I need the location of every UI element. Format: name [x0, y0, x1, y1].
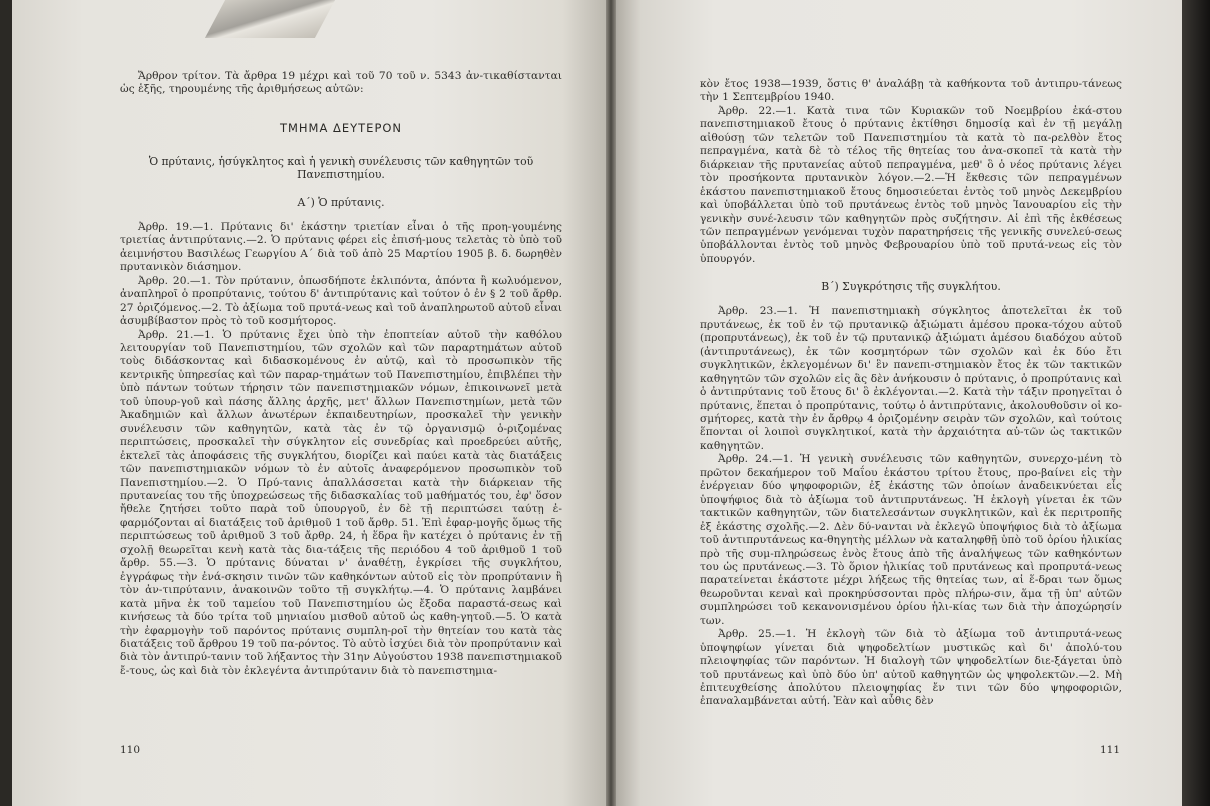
article-21-continuation: κὸν ἔτος 1938—1939, ὅστις θ' ἀναλάβῃ τὰ καθήκοντα τοῦ ἀντιπρυ-τάνεως τὴν 1 Σεπτεμβρίου 1940. — [700, 78, 1122, 104]
article-19: Ἀρθρ. 19.—1. Πρύτανις δι' ἑκάστην τριετίαν εἶναι ὁ τῆς προη-γουμένης τριετίας ἀντιπρύτανις.—2. Ὁ πρύτανις φέρει εἰς ἐπισή-μους τελετὰς τὸ ὑπὸ τοῦ ἀειμνήστου Βασιλέως Γεωργίου Α΄ διὰ τοῦ ἀπὸ 25 Μαρτίου 1905 β. δ. δωρηθὲν πρυτανικὸν διάσημον. — [120, 220, 562, 274]
book-cover-edge-left — [0, 0, 12, 806]
section-title: ΤΜΗΜΑ ΔΕΥΤΕΡΟΝ — [279, 120, 403, 135]
article-23: Ἀρθρ. 23.—1. Ἡ πανεπιστημιακὴ σύγκλητος ἀποτελεῖται ἐκ τοῦ πρυτάνεως, ἐκ τοῦ ἐν τῷ πρυτανικῷ ἀξιώματι ἀμέσου προκα-τόχου αὐτοῦ (προπρυτάνεως), ἐκ τοῦ ἐν τῷ πρυτανικῷ ἀξιώματι ἀμέσου διαδόχου αὐτοῦ (ἀντιπρυτάνεως), ἐκ τῶν κοσμητόρων τῶν σχολῶν καὶ ἐκ δύο ἔτι συγκλητικῶν, ἐκλεγομένων δι' ἓν πανεπι-στημιακὸν ἔτος ἐκ τῶν τακτικῶν καθηγητῶν τῶν σχολῶν εἰς ἃς δὲν ἀνήκουσιν ὁ πρύτανις, ὁ προπρύτανις καὶ ὁ ἀντιπρύτανις τοῦ ἔτους δι' ὃ ἐκλέγονται.—2. Κατὰ τὴν τάξιν προηγεῖται ὁ πρύτανις, ἕπεται ὁ προπρύτανις, τούτῳ ὁ ἀντιπρύτανις, ἀκολουθοῦσιν οἱ κο-σμήτορες, κατὰ τὴν ἐν ἄρθρῳ 4 ὁριζομένην σειρὰν τῶν σχολῶν, καὶ τούτοις ἕπονται οἱ λοιποὶ συγκλητικοί, κατὰ τὴν ἀρχαιότητα αὐ-τῶν ὡς τακτικῶν καθηγητῶν. — [700, 305, 1122, 452]
book-spine — [606, 0, 616, 806]
article-20: Ἀρθρ. 20.—1. Τὸν πρύτανιν, ὁπωσδήποτε ἐκλιπόντα, ἀπόντα ἢ κωλυόμενον, ἀναπληροῖ ὁ προπρύτανις, τούτου δ' ἀντιπρύτανις καὶ τούτον ὁ ἐν § 2 τοῦ ἄρθρ. 27 ὁριζόμενος.—2. Τὸ ἀξίωμα τοῦ πρυτά-νεως καὶ τοῦ ἀναπληρωτοῦ αὐτοῦ εἶναι ἀσυμβίβαστον πρὸς τὸ τοῦ κοσμήτορος. — [120, 274, 562, 328]
page-number-right: 111 — [1099, 744, 1120, 756]
article-22: Ἀρθρ. 22.—1. Κατὰ τινα τῶν Κυριακῶν τοῦ Νοεμβρίου ἑκά-στου πανεπιστημιακοῦ ἔτους ὁ πρύτανις ἐκτίθησι δημοσίᾳ καὶ ἐν τῇ μεγάλῃ αἰθούσῃ τῶν τελετῶν τοῦ Πανεπιστημίου τὰ κατὰ τὸ πα-ρελθὸν ἔτος πεπραγμένα, κατὰ δὲ τὸ τέλος τῆς θητείας του ἀνα-σκοπεῖ τὰ κατὰ τὴν διάρκειαν τῆς πρυτανείας αὐτοῦ πεπραγμένα, μεθ' ὃ ὁ νέος πρύτανις λέγει τὸν προσήκοντα πρυτανικὸν λόγον.—2.—Ἡ ἔκθεσις τῶν πεπραγμένων ἑκάστου πανεπιστημιακοῦ ἔτους δημοσιεύεται ἐντὸς τοῦ μηνὸς Δεκεμβρίου καὶ ὑποβάλλεται ὑπὸ τοῦ πρυτάνεως ἐντὸς τοῦ μηνὸς Ἰανουαρίου εἰς τὴν γενικὴν συνέ-λευσιν τῶν καθηγητῶν πρὸς συζήτησιν. Αἱ ἐπὶ τῆς ἐκθέσεως τῶν πεπραγμένων γενόμεναι τυχὸν παρατηρήσεις τῆς γενικῆς συνελεύ-σεως ὑποβάλλονται ἐντὸς τοῦ μηνὸς Φεβρουαρίου ὑπὸ τοῦ πρυτά-νεως εἰς τὸν ὑπουργόν. — [700, 104, 1122, 265]
page-number-left: 110 — [120, 744, 141, 756]
right-page — [612, 0, 1182, 806]
section-subtitle: Ὁ πρύτανις, ἡσύγκλητος καὶ ἡ γενικὴ συνέλευσις τῶν καθηγητῶν τοῦ Πανεπιστημίου. — [148, 154, 534, 182]
sub-heading-synklitos: Β΄) Συγκρότησις τῆς συγκλήτου. — [821, 280, 1001, 294]
article-25: Ἀρθρ. 25.—1. Ἡ ἐκλογὴ τῶν διὰ τὸ ἀξίωμα τοῦ ἀντιπρυτά-νεως ὑποψηφίων γίνεται διὰ ψηφοδελτίων μυστικῶς καὶ δι' ἀπολύ-του πλειοψηφίας τῶν παρόντων. Ἡ διαλογὴ τῶν ψηφοδελτίων διε-ξάγεται ὑπὸ τοῦ πρυτάνεως καὶ ὑπὸ δύο ὑπ' αὐτοῦ καθηγητῶν ὡς ψηφολεκτῶν.—2. Μὴ ἐπιτευχθείσης ἀπολύτου πλειοψηφίας ἔν τινι τῶν δύο ψηφοφοριῶν, ἐπαναλαμβάνεται αὐτή. Ἐὰν καὶ αὖθις δὲν — [700, 628, 1122, 708]
article-21: Ἀρθρ. 21.—1. Ὁ πρύτανις ἔχει ὑπὸ τὴν ἐποπτείαν αὐτοῦ τὴν καθόλου λειτουργίαν τοῦ Πανεπιστημίου, τῶν σχολῶν καὶ τῶν παραρτημάτων αὐτοῦ τοὺς διδάσκοντας καὶ διδασκομένους ἐν αὐτῷ, καὶ τὸ προσωπικὸν τῆς κεντρικῆς ὑπηρεσίας καὶ τῶν παραρ-τημάτων τοῦ Πανεπιστημίου, ἐπιβλέπει τὴν ὑπὸ πάντων τούτων τήρησιν τῶν πανεπιστημιακῶν νόμων, ἐπικοινωνεῖ μετὰ τοῦ ὑπουρ-γοῦ καὶ πάσης ἄλλης ἀρχῆς, μετ' ἄλλων Πανεπιστημίων, μετὰ τῶν Ἀκαδημιῶν καὶ ἄλλων ἀνωτέρων ἐκπαιδευτηρίων, προσκαλεῖ τὴν γενικὴν συνέλευσιν τῶν καθηγητῶν, κατὰ τὰς ἐν τῷ ὀργανισμῷ ὁ-ριζομένας περιπτώσεις, προσκαλεῖ τὴν σύγκλητον εἰς συνεδρίας καὶ προεδρεύει αὐτῆς, ἐκτελεῖ τὰς ἀποφάσεις τῆς συγκλήτου, διορίζει καὶ παύει κατὰ τὰς διατάξεις τῶν πανεπιστημιακῶν νόμων τὸ ἐν αὐτοῖς ἀναφερόμενον προσωπικὸν τοῦ Πανεπιστημίου.—2. Ὁ Πρύ-τανις ἀπαλλάσσεται κατὰ τὴν διάρκειαν τῆς πρυτανείας του τῆς ὑποχρεώσεως τῆς διδασκαλίας τοῦ μαθήματός του, ἐφ' ὅσον ἤθελε ζητήσει τοῦτο παρὰ τοῦ ὑπουργοῦ, ἐν δὲ τῇ περιπτώσει ταύτῃ ἐ-φαρμόζονται αἱ διατάξεις τοῦ ἀριθμοῦ 1 τοῦ ἄρθρ. 51. Ἐπὶ ἐφαρ-μογῆς ὅμως τῆς περιπτώσεως τοῦ ἀριθμοῦ 3 τοῦ ἄρθρ. 24, ἡ ἕδρα ἣν κατέχει ὁ πρύτανις ἐν τῇ σχολῇ θεωρεῖται κενὴ κατὰ τὰς δια-τάξεις τῆς περιόδου 4 τοῦ ἀριθμοῦ 1 τοῦ ἄρθρ. 55.—3. Ὁ πρύτανις δύναται ν' ἀναθέτῃ, ἐγκρίσει τῆς συγκλήτου, ἐγγράφως τὴν ἐνά-σκησιν τινῶν τῶν καθηκόντων αὐτοῦ εἰς τὸν προπρύτανιν ἢ τὸν ἀν-τιπρύτανιν, ἀνακοινῶν τοῦτο τῇ συγκλήτῳ.—4. Ὁ πρύτανις λαμβάνει κατὰ μῆνα ἐκ τοῦ ταμείου τοῦ Πανεπιστημίου ὡς ἔξοδα παραστά-σεως καὶ κινήσεως τὰ δύο τρίτα τοῦ μηνιαίου μισθοῦ αὐτοῦ ὡς καθη-γητοῦ.—5. Ὁ κατὰ τὴν ἐφαρμογὴν τοῦ παρόντος πρύτανις συμπλη-ροῖ τὴν θητείαν του κατὰ τὰς διατάξεις τοῦ ἄρθρου 19 τοῦ πα-ρόντος. Τὸ αὐτὸ ἰσχύει διὰ τὸν προπρύτανιν καὶ διὰ τὸν ἀντιπρύ-τανιν τοῦ λήξαντος τὴν 31ην Αὐγούστου 1938 πανεπιστημιακοῦ ἔ-τους, ὡς καὶ διὰ τὸν ἐκλεγέντα ἀντιπρύτανιν διὰ τὸ πανεπιστημια- — [120, 328, 562, 677]
sub-heading-prytanis: Α΄) Ὁ πρύτανις. — [297, 195, 385, 209]
article-24: Ἀρθρ. 24.—1. Ἡ γενικὴ συνέλευσις τῶν καθηγητῶν, συνερχο-μένη τὸ πρῶτον δεκαήμερον τοῦ Μαΐου ἑκάστου τρίτου ἔτους, προ-βαίνει εἰς τὴν ἐνέργειαν δύο ψηφοφοριῶν, ἐξ ἑκάστης τῶν ὁποίων ἀναδεικνύεται εἷς ὑποψήφιος διὰ τὸ ἀξίωμα τοῦ ἀντιπρυτάνεως. Ἡ ἐκλογὴ γίνεται ἐκ τῶν τακτικῶν καθηγητῶν, τῶν διατελεσάντων συγκλητικῶν, καὶ ἐκ περιτροπῆς ἐξ ἑκάστης σχολῆς.—2. Δὲν δύ-νανται νὰ ἐκλεγῶ ὑποψήφιος διὰ τὸ ἀξίωμα τοῦ ἀντιπρυτάνεως κα-θηγητὴς μέλλων νὰ καταληφθῇ ὑπὸ τοῦ ὁρίου ἡλικίας πρὸ τῆς συμ-πληρώσεως ἑνὸς ἔτους ἀπὸ τῆς ἀναλήψεως τῶν καθηκόντων του ὡς πρυτάνεως.—3. Τὸ ὅριον ἡλικίας τοῦ πρυτάνεως καὶ προπρυτά-νεως παρατείνεται ἑκάστοτε μέχρι λήξεως τῆς θητείας των, αἱ ἕ-δραι των ὅμως θεωροῦνται κεναὶ καὶ προκηρύσσονται πρὸς πλήρω-σιν, ἅμα τῇ ὑπ' αὐτῶν συμπληρώσει τοῦ κεκανονισμένου ὁρίου ἡλι-κίας των διὰ τὴν ἀποχώρησίν των. — [700, 453, 1122, 627]
book-cover-edge-right — [1182, 0, 1210, 806]
paper-clip-shadow — [205, 0, 335, 38]
left-page — [12, 0, 610, 806]
intro-paragraph: Ἄρθρον τρίτον. Τὰ ἄρθρα 19 μέχρι καὶ τοῦ 70 τοῦ ν. 5343 ἀν-τικαθίστανται ὡς ἑξῆς, τηρουμένης τῆς ἀριθμήσεως αὐτῶν: — [120, 70, 562, 96]
